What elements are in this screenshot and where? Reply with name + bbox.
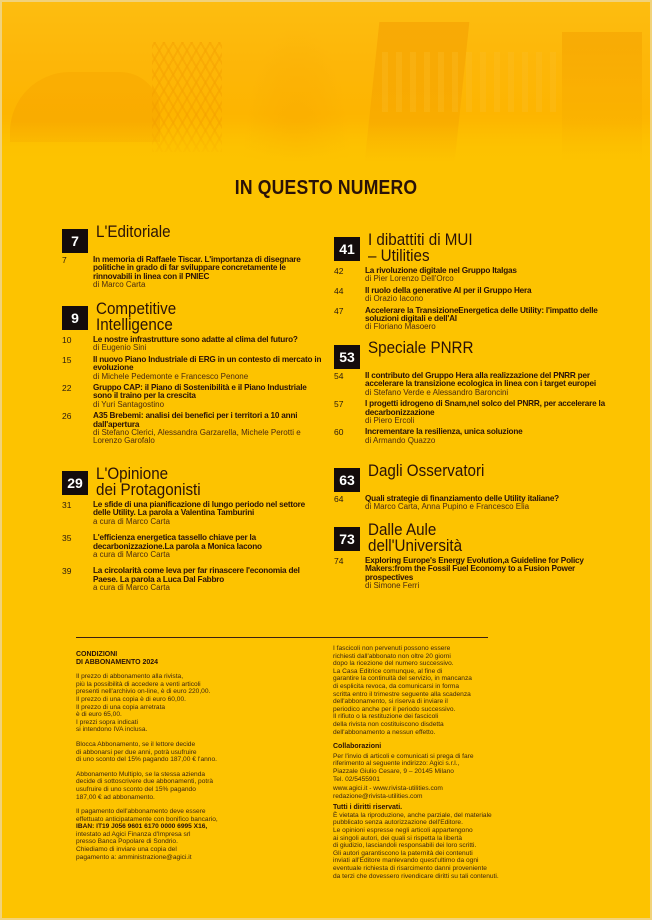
text-line: Il prezzo di una copia è di euro 60,00. [76, 695, 186, 703]
text-line: si intendono IVA inclusa. [76, 726, 148, 734]
multiplo-paragraph [76, 771, 326, 801]
article-title[interactable]: A35 Brebemi: analisi dei benefici per i territori a 10 anni dall'apertura [93, 411, 298, 429]
entry-page-number: 47 [334, 305, 344, 316]
rights-text [333, 812, 583, 880]
section-page-number-badge[interactable]: 63 [334, 468, 360, 492]
section-page-number-badge[interactable]: 41 [334, 237, 360, 261]
website-links[interactable]: www.agici.it - www.rivista-utilities.com [333, 785, 443, 793]
article-author: di Stefano Clerici, Alessandra Garzarella, Michele Perotti e Lorenzo Garofalo [93, 428, 301, 446]
section-title-line: Dalle Aule [368, 521, 437, 539]
section-page-number-badge[interactable]: 9 [62, 306, 88, 330]
terms-and-contacts [333, 645, 583, 880]
entry-page-number: 22 [62, 383, 72, 394]
text-line: 187,00 € ad abbonamento. [76, 793, 155, 801]
section-title-line: dei Protagonisti [96, 481, 201, 499]
text-line: è di euro 65,00. [76, 711, 122, 719]
text-line: Blocca Abbonamento, se il lettore decide [76, 740, 196, 748]
article-author: di Yuri Santagostino [93, 399, 165, 409]
text-line: Il prezzo di una copia arretrata [76, 703, 166, 711]
entry-body [93, 501, 324, 526]
article-title[interactable]: In memoria di Raffaele Tiscar. L'importanza di disegnare politiche in grado di far sviluppare concretamente le rinnovabili in linea con il PNIEC [93, 255, 301, 281]
collaborazioni-heading: Collaborazioni [333, 743, 382, 751]
toc-entry[interactable] [334, 287, 614, 304]
entry-body [93, 356, 324, 381]
entry-body [365, 495, 614, 512]
entry-page-number: 39 [62, 566, 72, 577]
text-line: effettuato anticipatamente con bonifico bancario, [76, 815, 218, 823]
entry-body [365, 287, 614, 304]
text-line: pagamento a: amministrazione@agici.it [76, 853, 192, 861]
entry-body [93, 256, 324, 290]
text-line: ai singoli autori, dei quali si rispetta la libertà [333, 834, 463, 842]
text-line: eventuale richiesta di risarcimento danni proveniente [333, 865, 487, 873]
entry-page-number: 7 [62, 255, 67, 265]
payment-intro [76, 808, 218, 823]
conditions-heading-line2: DI ABBONAMENTO 2024 [76, 658, 159, 666]
toc-entry[interactable] [62, 567, 324, 592]
section-header [62, 301, 324, 333]
entry-page-number: 57 [334, 399, 344, 410]
text-line: Gli autori garantiscono la paternità dei contenuti [333, 849, 473, 857]
text-line: Il prezzo di abbonamento alla rivista, [76, 673, 184, 681]
text-line: Per l'invio di articoli e comunicati si prega di fare [333, 752, 474, 760]
section-title-line: dell'Università [368, 537, 463, 555]
text-line: periodico anche per il periodo successivo. [333, 705, 456, 713]
article-author: di Armando Quazzo [365, 435, 436, 445]
text-line: della rivista non costituiscono disdetta [333, 720, 444, 728]
article-title[interactable]: La circolarità come leva per far rinascere l'economia del Paese. La parola a Luca Dal Fabbro [93, 566, 300, 584]
text-line: più la possibilità di accedere a venti articoli [76, 680, 201, 688]
article-title[interactable]: Le sfide di una pianificazione di lungo periodo nel settore delle Utility. La parola a Valentina Tamburini [93, 500, 306, 518]
toc-entry[interactable] [62, 256, 324, 290]
section-opinione-protagonisti [62, 466, 324, 593]
section-dibattiti-mui [334, 232, 614, 332]
section-title [368, 340, 473, 356]
text-line: Il rifiuto o la restituzione dei fascicoli [333, 713, 439, 721]
conditions-heading-line1: CONDIZIONI [76, 651, 118, 658]
article-title[interactable]: L'efficienza energetica tassello chiave per la decarbonizzazione.La parola a Monica Iacono [93, 533, 262, 551]
article-author: di Eugenio Sini [93, 343, 147, 353]
article-author: di Marco Carta, Anna Pupino e Francesco Elia [365, 502, 530, 512]
section-title [96, 301, 176, 333]
section-page-number-badge[interactable]: 53 [334, 345, 360, 369]
entry-body [365, 557, 614, 591]
page-title: IN QUESTO NUMERO [234, 177, 418, 199]
section-header [334, 232, 614, 264]
subscription-conditions [76, 651, 326, 868]
article-author: di Stefano Verde e Alessandro Baroncini [365, 387, 509, 397]
article-title[interactable]: Gruppo CAP: il Piano di Sostenibilità e il Piano Industriale sono il traino per la crescita [93, 383, 307, 401]
entry-page-number: 10 [62, 335, 72, 345]
section-title-line: Intelligence [96, 316, 173, 334]
section-header [62, 466, 324, 498]
article-author: di Simone Ferri [365, 581, 420, 591]
article-title[interactable]: Il ruolo della generative AI per il Gruppo Hera [365, 285, 532, 295]
section-competitive-intelligence [62, 301, 324, 446]
toc-entry[interactable] [334, 267, 614, 284]
text-line: riferimento al seguente indirizzo: Agici s.r.l., [333, 760, 460, 768]
section-title [96, 466, 201, 498]
article-author: a cura di Marco Carta [93, 583, 170, 593]
entry-page-number: 44 [334, 285, 344, 296]
section-title [368, 232, 473, 264]
text-line: I fascicoli non pervenuti possono essere [333, 645, 451, 652]
toc-entry[interactable] [62, 501, 324, 526]
text-line: dopo la ricezione del numero successivo. [333, 660, 454, 668]
editorial-email-link[interactable]: redazione@rivista-utilities.com [333, 792, 423, 800]
text-line: scritta entro il trimestre seguente alla scadenza [333, 690, 471, 698]
entry-body [93, 336, 324, 353]
text-line: dell'abbonamento, si riserva di inviare il [333, 698, 448, 706]
section-dalle-aule-universita [334, 522, 614, 591]
entry-body [365, 372, 614, 397]
text-line: usufruire di uno sconto del 15% pagando [76, 785, 196, 793]
section-editoriale [62, 224, 324, 290]
article-title[interactable]: Il nuovo Piano Industriale di ERG in un contesto di mercato in evoluzione [93, 354, 322, 373]
blocca-paragraph [76, 741, 326, 764]
section-title [368, 463, 484, 479]
text-line: pubblicato senza autorizzazione dell'Editore. [333, 819, 463, 827]
section-title [96, 224, 171, 240]
text-line: di giudizio, lasciandoli responsabili dei loro scritti. [333, 842, 477, 850]
section-title [368, 522, 462, 554]
article-author: di Marco Carta [93, 280, 146, 290]
text-line: È vietata la riproduzione, anche parziale, del materiale [333, 811, 492, 819]
article-author: di Pier Lorenzo Dell'Orco [365, 274, 454, 284]
section-title-line: Dagli Osservatori [368, 462, 485, 480]
text-line: richiesti dall'abbonato non oltre 20 giorni [333, 652, 451, 660]
article-title[interactable]: Exploring Europe's Energy Evolution,a Guideline for Policy Makers:from the Fossil Fuel Economy to a Fusion Power prospectives [365, 556, 584, 582]
section-page-number-badge[interactable]: 73 [334, 527, 360, 551]
article-title[interactable]: Le nostre infrastrutture sono adatte al clima del futuro? [93, 335, 298, 344]
article-title[interactable]: Quali strategie di finanziamento delle Utility italiane? [365, 494, 559, 503]
collaborazioni-text [333, 753, 583, 783]
entry-page-number: 35 [62, 533, 72, 544]
conditions-heading [76, 651, 326, 666]
entry-page-number: 42 [334, 266, 344, 276]
section-header [334, 463, 614, 492]
entry-page-number: 60 [334, 427, 344, 438]
article-title[interactable]: Il contributo del Gruppo Hera alla realizzazione del PNRR per accelerare la transizione ecologica in linea con i target europei [365, 371, 596, 389]
text-line: Chiediamo di inviare una copia del [76, 846, 177, 854]
text-line: Abbonamento Multiplo, se la stessa azienda [76, 770, 206, 778]
entry-body [93, 384, 324, 409]
toc-entry[interactable] [62, 336, 324, 353]
article-title[interactable]: Incrementare la resilienza, unica soluzione [365, 427, 523, 437]
section-title-line: Competitive [96, 300, 177, 318]
article-author: di Orazio Iacono [365, 294, 424, 304]
text-line: Le opinioni espresse negli articoli appartengono [333, 827, 473, 835]
article-author: di Michele Pedemonte e Francesco Penone [93, 371, 249, 381]
entry-page-number: 15 [62, 354, 72, 365]
toc-entry[interactable] [334, 557, 614, 591]
section-page-number-badge[interactable]: 7 [62, 229, 88, 253]
text-line: presso Banca Popolare di Sondrio. [76, 838, 178, 846]
text-line: Piazzale Giulio Cesare, 9 – 20145 Milano [333, 767, 454, 775]
divider-rule [76, 637, 488, 638]
article-title[interactable]: Accelerare la TransizioneEnergetica delle Utility: l'impatto delle soluzioni digitali e dell'AI [365, 305, 598, 324]
article-title[interactable]: I progetti idrogeno di Snam,nel solco del PNRR, per accelerare la decarbonizzazione [365, 399, 605, 417]
section-speciale-pnrr [334, 340, 614, 445]
section-page-number-badge[interactable]: 29 [62, 471, 88, 495]
payment-paragraph [76, 808, 326, 861]
facade-silhouette [382, 52, 562, 112]
section-title-line: L'Editoriale [96, 223, 171, 241]
text-line: decide di sottoscrivere due abbonamenti, potrà [76, 778, 214, 786]
entry-body [93, 412, 324, 446]
toc-entry[interactable] [62, 356, 324, 381]
entry-page-number: 26 [62, 411, 72, 422]
section-header [62, 224, 324, 253]
text-line: di esplicita revoca, da comunicarsi in forma [333, 682, 460, 690]
entry-page-number: 74 [334, 556, 344, 566]
entry-body [365, 428, 614, 445]
article-author: di Piero Ercoli [365, 416, 415, 426]
entry-body [365, 267, 614, 284]
section-title-line: Speciale PNRR [368, 339, 474, 357]
rights-heading: Tutti i diritti riservati. [333, 804, 403, 812]
section-title-line: I dibattiti di MUI [368, 231, 473, 249]
entry-body [365, 307, 614, 332]
entry-page-number: 31 [62, 500, 72, 510]
text-line: dell'abbonamento a nessun effetto. [333, 728, 436, 736]
article-title[interactable]: La rivoluzione digitale nel Gruppo Italgas [365, 266, 517, 275]
text-line: inviati all'Editore manlevando quest'ultimo da ogni [333, 857, 479, 865]
text-line: presenti nell'archivio on-line, è di euro 220,00. [76, 688, 211, 696]
text-line: La Casa Editrice comunque, al fine di [333, 667, 443, 675]
toc-entry[interactable] [62, 384, 324, 409]
section-title-line: L'Opinione [96, 465, 169, 483]
entry-body [365, 400, 614, 425]
text-line: garantire la continuità del servizio, in mancanza [333, 675, 472, 683]
section-header [334, 522, 614, 554]
text-line: intestato ad Agici Finanza d'Impresa srl [76, 830, 191, 838]
text-line: da terzi che dovessero rivendicare diritti su tali contenuti. [333, 872, 499, 880]
toc-entry[interactable] [334, 400, 614, 425]
payment-details [76, 831, 192, 861]
entry-body [93, 567, 324, 592]
section-title-line: – Utilities [368, 247, 430, 265]
entry-body [93, 534, 324, 559]
toc-entry[interactable] [334, 428, 614, 445]
header-photo-banner [2, 2, 650, 162]
entry-page-number: 54 [334, 371, 344, 381]
section-header [334, 340, 614, 369]
article-author: a cura di Marco Carta [93, 550, 170, 560]
toc-entry[interactable] [334, 307, 614, 332]
missing-issues-paragraph [333, 645, 583, 736]
text-line: Il pagamento dell'abbonamento deve essere [76, 808, 206, 816]
iban-text: IBAN: IT19 J056 9601 6170 0000 6995 X16, [76, 823, 208, 831]
price-paragraph [76, 673, 326, 734]
text-line: di uno sconto del 15% pagando 187,00 € l'anno. [76, 756, 217, 764]
article-author: di Floriano Masoero [365, 322, 436, 332]
text-line: di abbonarsi per due anni, potrà usufruire [76, 748, 197, 756]
banner-fade [2, 122, 650, 162]
entry-page-number: 64 [334, 494, 344, 504]
toc-entry[interactable] [334, 495, 614, 512]
text-line: I prezzi sopra indicati [76, 718, 138, 726]
toc-entry[interactable] [62, 534, 324, 559]
section-dagli-osservatori [334, 463, 614, 512]
toc-entry[interactable] [62, 412, 324, 446]
article-author: a cura di Marco Carta [93, 516, 170, 526]
text-line: Tel. 02/5455901 [333, 775, 380, 783]
toc-entry[interactable] [334, 372, 614, 397]
